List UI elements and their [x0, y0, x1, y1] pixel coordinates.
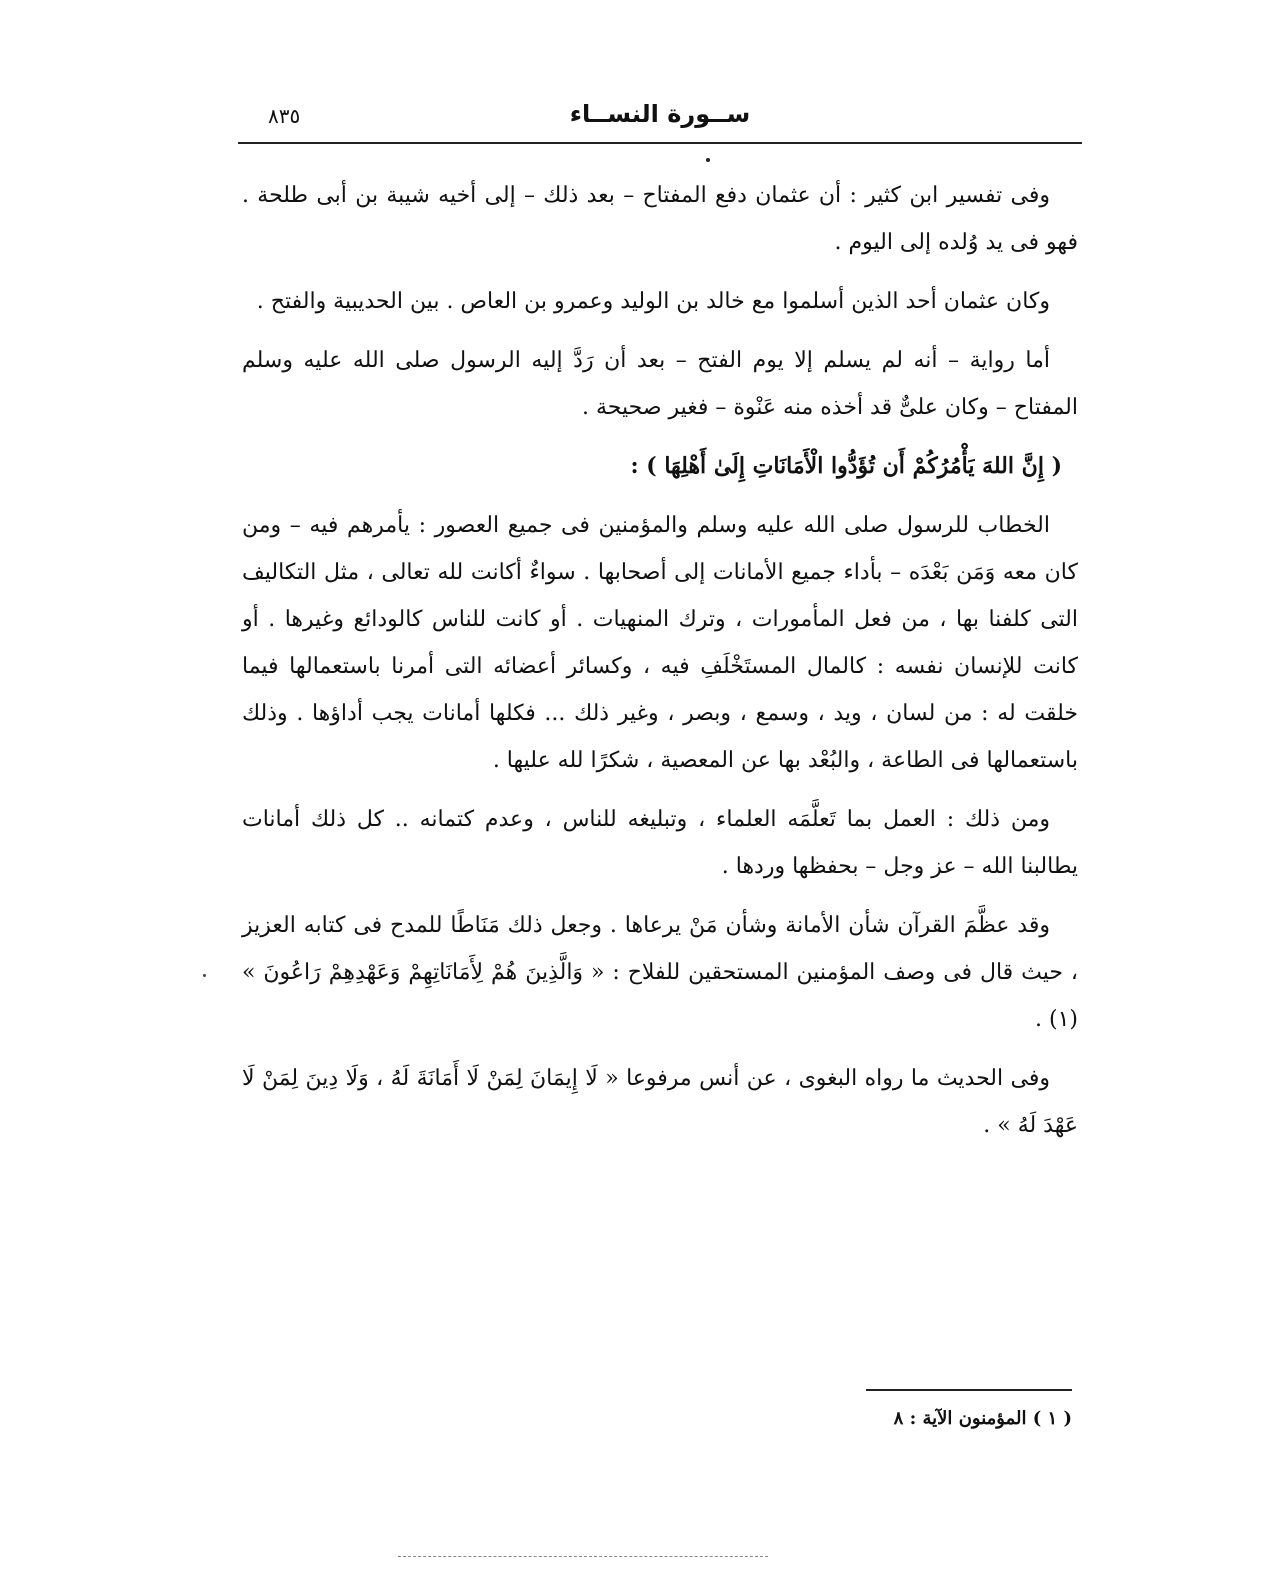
page-number: ٨٣٥ — [268, 104, 301, 128]
page-header — [240, 100, 1080, 140]
footnote: ( ١ ) المؤمنون الآية : ٨ — [893, 1408, 1072, 1429]
margin-speck — [203, 974, 206, 977]
running-title: ســورة النســاء — [569, 100, 751, 128]
page-body — [242, 172, 1078, 1161]
paragraph-knowledge: ومن ذلك : العمل بما تَعلَّمَه العلماء ، وتبليغه للناس ، وعدم كتمانه .. كل ذلك أمانات يطالبنا الله – عز وجل – بحفظها وردها . — [242, 807, 1078, 879]
header-rule — [238, 142, 1082, 144]
verse-heading: ( إِنَّ اللهَ يَأْمُرُكُمْ أَن تُؤَدُّوا الْأَمَانَاتِ إِلَىٰ أَهْلِهَا ) : — [630, 453, 1062, 479]
header-ornament-dot — [706, 158, 710, 162]
paragraph-narration: أما رواية – أنه لم يسلم إلا يوم الفتح – بعد أن رَدَّ إليه الرسول صلى الله عليه وسلم المفتاح – وكان علىٌّ قد أخذه منه عَنْوة – فغير صحيحة . — [242, 348, 1078, 420]
paragraph-hadith: وفى الحديث ما رواه البغوى ، عن أنس مرفوعا « لَا إِيمَانَ لِمَنْ لَا أَمَانَةَ لَهُ ، وَلَا دِينَ لِمَنْ لَا عَهْدَ لَهُ » . — [242, 1066, 1078, 1138]
paragraph-uthman: وكان عثمان أحد الذين أسلموا مع خالد بن الوليد وعمرو بن العاص . بين الحديبية والفتح . — [256, 289, 1050, 314]
bottom-scan-line — [398, 1556, 768, 1557]
paragraph-ibn-kathir: وفى تفسير ابن كثير : أن عثمان دفع المفتاح – بعد ذلك – إلى أخيه شيبة بن أبى طلحة . فهو فى يد وُلده إلى اليوم . — [242, 183, 1078, 255]
footnote-rule — [866, 1389, 1072, 1391]
paragraph-address: الخطاب للرسول صلى الله عليه وسلم والمؤمنين فى جميع العصور : يأمرهم فيه – ومن كان معه وَمَن بَعْدَه – بأداء جميع الأمانات إلى أصحابها . سواءٌ أكانت لله تعالى ، مثل التكاليف التى كلفنا بها ، من فعل المأمورات ، وترك المنهيات . أو كانت للناس كالودائع وغيرها . أو كانت للإنسان نفسه : كالمال المستَخْلَفِ فيه ، وكسائر أعضائه التى أمرنا باستعمالها فيما خلقت له : من لسان ، ويد ، وسمع ، وبصر ، وغير ذلك ... فكلها أمانات يجب أداؤها . وذلك باستعمالها فى الطاعة ، والبُعْد بها عن المعصية ، شكرًا لله عليها . — [242, 513, 1078, 773]
paragraph-quran: وقد عظَّمَ القرآن شأن الأمانة وشأن مَنْ يرعاها . وجعل ذلك مَنَاطًا للمدح فى كتابه العزيز ، حيث قال فى وصف المؤمنين المستحقين للفلاح : « وَالَّذِينَ هُمْ لِأَمَانَاتِهِمْ وَعَهْدِهِمْ رَاعُونَ » (١) . — [242, 913, 1078, 1032]
